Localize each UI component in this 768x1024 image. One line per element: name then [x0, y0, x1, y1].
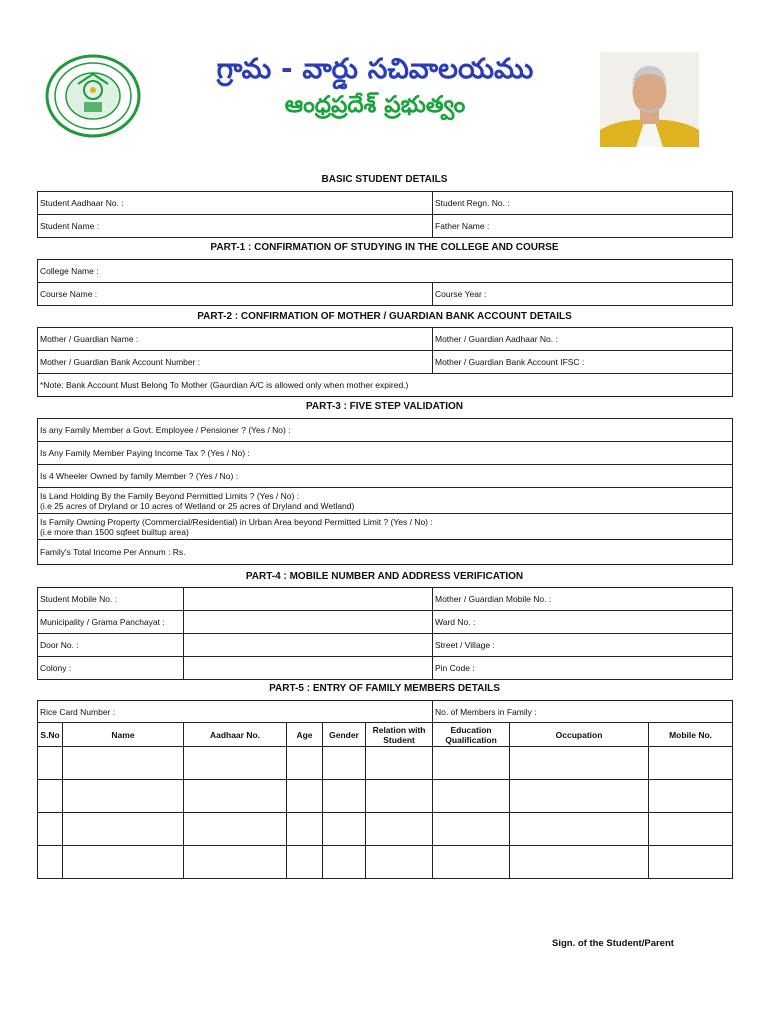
student-regn-field[interactable]: Student Regn. No. :: [433, 192, 733, 215]
ifsc-field[interactable]: Mother / Guardian Bank Account IFSC :: [433, 351, 733, 374]
table-cell[interactable]: [184, 780, 287, 813]
column-header: Relation with Student: [366, 723, 433, 747]
section-title-basic: BASIC STUDENT DETAILS: [321, 174, 448, 185]
table-cell[interactable]: [433, 846, 510, 879]
column-header: S.No: [38, 723, 63, 747]
table-cell[interactable]: [649, 813, 733, 846]
pin-code-field[interactable]: Pin Code :: [433, 657, 733, 680]
table-cell[interactable]: [323, 813, 366, 846]
table-cell[interactable]: [38, 780, 63, 813]
table-cell[interactable]: [323, 846, 366, 879]
column-header: Education Qualification: [433, 723, 510, 747]
table-cell[interactable]: [63, 813, 184, 846]
part4-table: [37, 587, 733, 680]
rice-card-field[interactable]: Rice Card Number :: [38, 701, 433, 723]
signature-label: Sign. of the Student/Parent: [552, 938, 674, 949]
income-tax-question[interactable]: Is Any Family Member Paying Income Tax ? (Yes / No) :: [38, 442, 733, 465]
govt-employee-question[interactable]: Is any Family Member a Govt. Employee / Pensioner ? (Yes / No) :: [38, 419, 733, 442]
municipality-input[interactable]: [184, 611, 433, 634]
header-subtitle-telugu: ఆంధ్రప్రదేశ్ ప్రభుత్వం: [284, 92, 466, 118]
municipality-label: Municipality / Grama Panchayat :: [38, 611, 184, 634]
column-header: Occupation: [510, 723, 649, 747]
table-cell[interactable]: [287, 747, 323, 780]
table-cell[interactable]: [433, 747, 510, 780]
family-income-field[interactable]: Family's Total Income Per Annum : Rs.: [38, 540, 733, 565]
table-cell[interactable]: [323, 780, 366, 813]
table-cell[interactable]: [366, 780, 433, 813]
student-mobile-input[interactable]: [184, 588, 433, 611]
official-portrait-photo: [600, 52, 699, 147]
urban-property-question-text: Is Family Owning Property (Commercial/Residential) in Urban Area beyond Permitted Limit ? (Yes / No) :: [40, 516, 433, 527]
section-title-part5: PART-5 : ENTRY OF FAMILY MEMBERS DETAILS: [269, 683, 500, 694]
table-cell[interactable]: [287, 780, 323, 813]
table-cell[interactable]: [63, 747, 184, 780]
table-cell[interactable]: [287, 813, 323, 846]
four-wheeler-question[interactable]: Is 4 Wheeler Owned by family Member ? (Yes / No) :: [38, 465, 733, 488]
part1-table: [37, 259, 733, 306]
table-cell[interactable]: [510, 813, 649, 846]
college-name-field[interactable]: College Name :: [38, 260, 733, 283]
section-title-part4: PART-4 : MOBILE NUMBER AND ADDRESS VERIFICATION: [245, 571, 524, 582]
bank-account-note: *Note: Bank Account Must Belong To Mother (Gaurdian A/C is allowed only when mother expired.): [38, 374, 733, 397]
header-title-telugu: గ్రామ - వార్డు సచివాలయము: [216, 52, 534, 85]
street-village-field[interactable]: Street / Village :: [433, 634, 733, 657]
table-cell[interactable]: [38, 747, 63, 780]
section-title-part3: PART-3 : FIVE STEP VALIDATION: [305, 401, 464, 412]
guardian-name-field[interactable]: Mother / Guardian Name :: [38, 328, 433, 351]
table-cell[interactable]: [184, 846, 287, 879]
family-members-table: [37, 700, 733, 879]
door-no-input[interactable]: [184, 634, 433, 657]
table-cell[interactable]: [366, 846, 433, 879]
urban-property-question-note: (i.e more than 1500 sqfeet builtup area): [40, 526, 189, 537]
table-row: [38, 780, 733, 813]
section-title-part2: PART-2 : CONFIRMATION OF MOTHER / GUARDIAN BANK ACCOUNT DETAILS: [197, 311, 572, 322]
ward-field[interactable]: Ward No. :: [433, 611, 733, 634]
bank-account-field[interactable]: Mother / Guardian Bank Account Number :: [38, 351, 433, 374]
column-header: Mobile No.: [649, 723, 733, 747]
colony-label: Colony :: [38, 657, 184, 680]
table-cell[interactable]: [38, 846, 63, 879]
section-title-part1: PART-1 : CONFIRMATION OF STUDYING IN THE COLLEGE AND COURSE: [210, 242, 559, 253]
door-no-label: Door No. :: [38, 634, 184, 657]
table-cell[interactable]: [510, 780, 649, 813]
page-header: [0, 0, 768, 160]
table-cell[interactable]: [649, 846, 733, 879]
table-cell[interactable]: [510, 747, 649, 780]
column-header: Name: [63, 723, 184, 747]
table-cell[interactable]: [38, 813, 63, 846]
table-cell[interactable]: [184, 813, 287, 846]
part3-table: [37, 418, 733, 565]
table-cell[interactable]: [184, 747, 287, 780]
father-name-field[interactable]: Father Name :: [433, 215, 733, 238]
members-count-field[interactable]: No. of Members in Family :: [433, 701, 733, 723]
table-cell[interactable]: [649, 747, 733, 780]
table-cell[interactable]: [63, 846, 184, 879]
column-header: Aadhaar No.: [184, 723, 287, 747]
table-row: [38, 813, 733, 846]
guardian-mobile-field[interactable]: Mother / Guardian Mobile No. :: [433, 588, 733, 611]
table-cell[interactable]: [649, 780, 733, 813]
column-header: Gender: [323, 723, 366, 747]
table-cell[interactable]: [366, 813, 433, 846]
table-cell[interactable]: [433, 780, 510, 813]
table-cell[interactable]: [63, 780, 184, 813]
table-cell[interactable]: [287, 846, 323, 879]
table-cell[interactable]: [510, 846, 649, 879]
student-mobile-label: Student Mobile No. :: [38, 588, 184, 611]
colony-input[interactable]: [184, 657, 433, 680]
table-row: [38, 747, 733, 780]
table-cell[interactable]: [323, 747, 366, 780]
student-aadhaar-field[interactable]: Student Aadhaar No. :: [38, 192, 433, 215]
part2-table: [37, 327, 733, 397]
student-name-field[interactable]: Student Name :: [38, 215, 433, 238]
table-row: [38, 846, 733, 879]
column-header: Age: [287, 723, 323, 747]
ap-government-emblem: [44, 54, 142, 138]
table-cell[interactable]: [366, 747, 433, 780]
guardian-aadhaar-field[interactable]: Mother / Guardian Aadhaar No. :: [433, 328, 733, 351]
land-holding-question[interactable]: [38, 488, 733, 514]
land-holding-question-text: Is Land Holding By the Family Beyond Permitted Limits ? (Yes / No) :: [40, 490, 300, 501]
basic-details-table: [37, 191, 733, 238]
course-name-field[interactable]: Course Name :: [38, 283, 433, 306]
table-cell[interactable]: [433, 813, 510, 846]
urban-property-question[interactable]: [38, 514, 733, 540]
course-year-field[interactable]: Course Year :: [433, 283, 733, 306]
land-holding-question-note: (i.e 25 acres of Dryland or 10 acres of Wetland or 25 acres of Dryland and Wetland): [40, 500, 355, 511]
